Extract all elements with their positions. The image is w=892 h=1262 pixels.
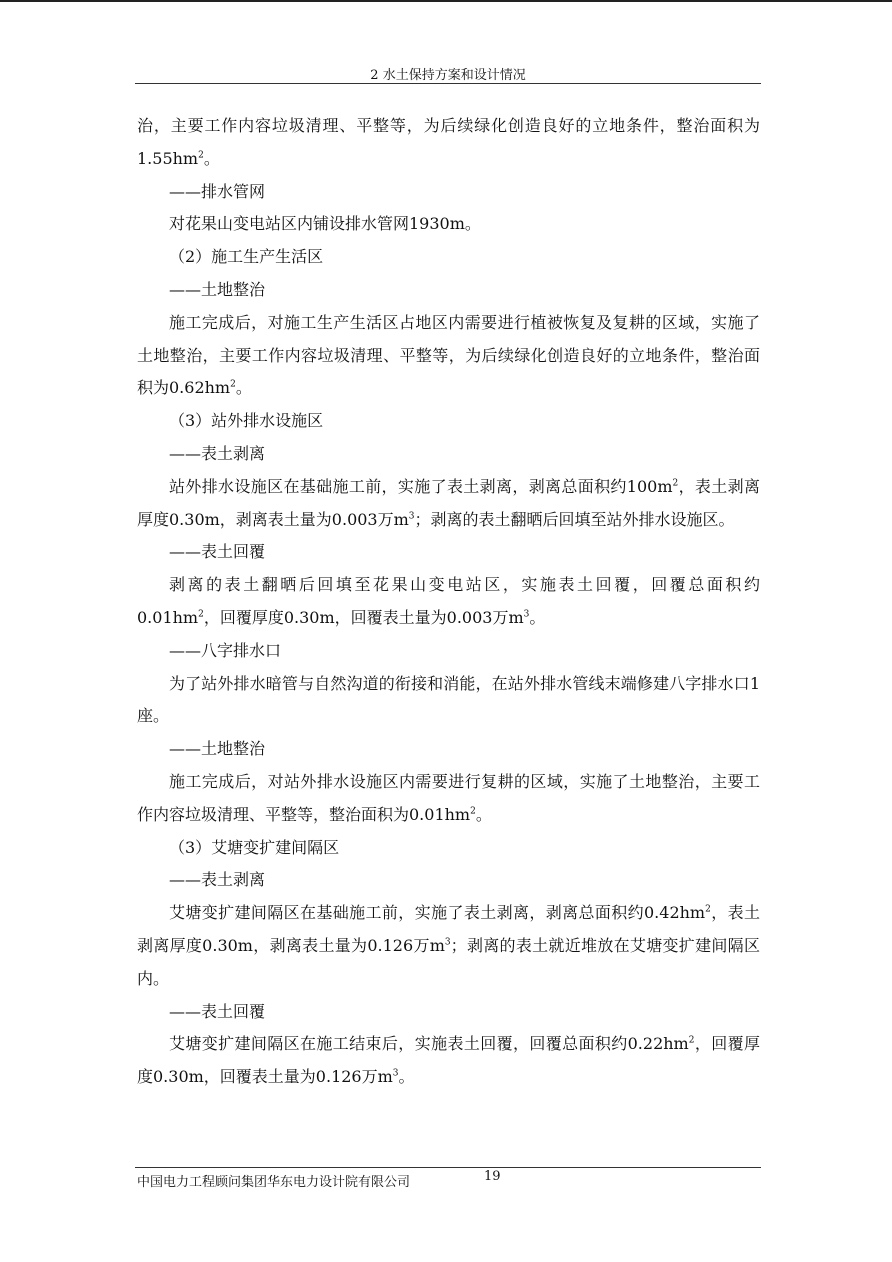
subheading: ——表土回覆 bbox=[169, 1001, 266, 1021]
paragraph: 施工完成后，对站外排水设施区内需要进行复耕的区域，实施了土地整治，主要工作内容垃圾清理、平整等，整治面积为$0.01hm^2$。 bbox=[137, 771, 760, 824]
paragraph: 施工完成后，对施工生产生活区占地区内需要进行植被恢复及复耕的区域，实施了土地整治，主要工作内容垃圾清理、平整等，为后续绿化创造良好的立地条件，整治面积为$0.62hm^2$。 bbox=[137, 312, 760, 398]
section-heading: （2）施工生产生活区 bbox=[169, 247, 324, 267]
subheading: ——表土剥离 bbox=[169, 443, 266, 463]
page-body bbox=[137, 110, 760, 1094]
paragraph: 艾塘变扩建间隔区在施工结束后，实施表土回覆，回覆总面积约$0.22hm^2$，回覆厚度0.30m，回覆表土量为0.126万$m^3$。 bbox=[137, 1034, 760, 1087]
subheading: ——表土回覆 bbox=[169, 542, 266, 562]
paragraph: 艾塘变扩建间隔区在基础施工前，实施了表土剥离，剥离总面积约$0.42hm^2$，表土剥离厚度0.30m，剥离表土量为0.126万$m^3$；剥离的表土就近堆放在艾塘变扩建间隔区内。 bbox=[137, 903, 760, 988]
subheading: ——八字排水口 bbox=[169, 640, 282, 660]
footer-company: 中国电力工程顾问集团华东电力设计院有限公司 bbox=[137, 1175, 411, 1190]
top-border bbox=[0, 0, 892, 2]
paragraph: 剥离的表土翻晒后回填至花果山变电站区，实施表土回覆，回覆总面积约$0.01hm^2$，回覆厚度0.30m，回覆表土量为0.003万$m^3$。 bbox=[137, 575, 760, 627]
header-rule bbox=[135, 83, 761, 84]
footer-rule bbox=[135, 1167, 761, 1168]
section-heading: （3）站外排水设施区 bbox=[169, 411, 324, 431]
subheading: ——土地整治 bbox=[169, 279, 266, 299]
section-heading: （3）艾塘变扩建间隔区 bbox=[169, 837, 340, 857]
paragraph: 站外排水设施区在基础施工前，实施了表土剥离，剥离总面积约$100m^2$，表土剥离厚度0.30m，剥离表土量为0.003万$m^3$；剥离的表土翻晒后回填至站外排水设施区。 bbox=[137, 476, 760, 529]
subheading: ——排水管网 bbox=[169, 181, 266, 201]
paragraph: 对花果山变电站区内铺设排水管网1930m。 bbox=[169, 214, 481, 234]
subheading: ——表土剥离 bbox=[169, 870, 266, 890]
paragraph: 治，主要工作内容垃圾清理、平整等，为后续绿化创造良好的立地条件，整治面积为$1.55hm^2$。 bbox=[137, 116, 760, 168]
subheading: ——土地整治 bbox=[169, 739, 266, 759]
page-number: 19 bbox=[484, 1169, 501, 1184]
running-header: 2 水土保持方案和设计情况 bbox=[370, 68, 526, 83]
paragraph: 为了站外排水暗管与自然沟道的衔接和消能，在站外排水管线末端修建八字排水口1座。 bbox=[137, 673, 760, 726]
